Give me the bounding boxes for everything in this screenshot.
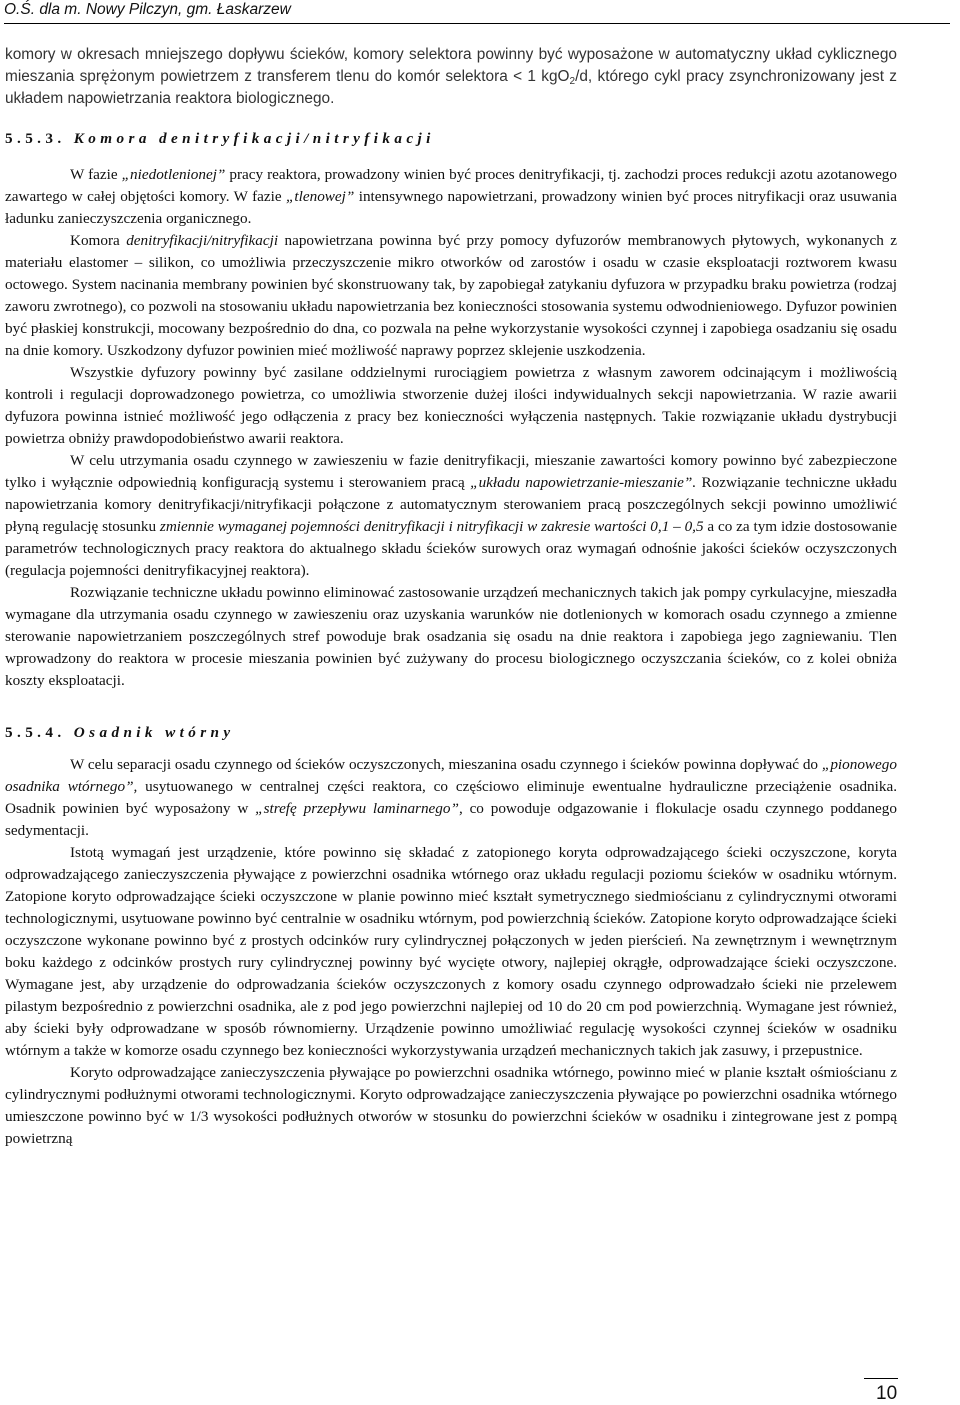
text: Rozwiązanie techniczne układu napowietrzania komory denitryfikacji/nitryfikacji połączone z automatycznym sterowaniem pracą poszczególnych sekcji powinno umożliwić płyną regulację stosunku	[5, 474, 897, 535]
emphasis: „pionowego osadnika wtórnego”,	[5, 756, 897, 795]
section-title: Osadnik wtórny	[73, 724, 235, 741]
paragraph: Rozwiązanie techniczne układu powinno eliminować zastosowanie urządzeń mechanicznych takich jak pompy cyrkulacyjne, mieszadła wymagane dla utrzymania osadu czynnego w zawieszeniu oraz uzyskania warunków nie dotlenionych w komorach osadu czynnego a zmienne sterowanie napowietrzaniem poszczególnych stref powoduje brak osadzania się osadu na dnie reaktora i zapobiega jego zagniewaniu. Tlen wprowadzony do reaktora w procesie mieszania powinien być zużywany do procesu biologicznego oczyszczania ścieków, co z kolei obniża koszty eksploatacji.	[5, 584, 897, 689]
intro-subscript: 2	[569, 76, 576, 87]
emphasis: „niedotlenionej”	[121, 166, 226, 183]
text: W fazie	[70, 166, 122, 183]
emphasis: „strefę przepływu laminarnego”	[255, 800, 459, 817]
footer-divider	[864, 1378, 898, 1379]
running-header: O.Ś. dla m. Nowy Pilczyn, gm. Łaskarzew	[4, 1, 291, 18]
section-heading-554	[5, 722, 897, 744]
paragraph	[5, 754, 897, 842]
text: pracy reaktora, prowadzony winien być proces denitryfikacji, tj. zachodzi proces redukcji azotu azotanowego zawartego w całej objętości komory. W fazie	[5, 166, 897, 205]
text: , co powoduje odgazowanie i flokulacje osadu czynnego poddanego sedymentacji.	[5, 800, 897, 839]
intro-text-2: /d, którego cykl pracy zsynchronizowany jest z układem napowietrzania reaktora biologicznego.	[5, 68, 898, 107]
paragraph: Istotą wymagań jest urządzenie, które powinno się składać z zatopionego koryta odprowadzającego ścieki oczyszczone, koryta odprowadzającego zanieczyszczenia pływające z powierzchni osadnika wtórnego oraz układu regulacji poziomu ścieków w osadniku wtórnym. Zatopione koryto odprowadzające ścieki oczyszczone w planie powinno mieć kształt symetrycznego siedmiościanu z cylindrycznymi otworami technologicznymi, usytuowane powinno być centralnie w osadniku wtórnym, pod powierzchnią ścieków. Zatopione koryto odprowadzające ścieki oczyszczone wykonane powinno być z prostych odcinków rury cylindrycznej połączonych w jeden pierścień. Na zewnętrznym i wewnętrznym boku każdego z odcinków prostych rury cylindrycznej powinny być wycięte otwory, najlepiej okrągłe, odprowadzające ścieki oczyszczone. Wymagane jest, aby urządzenie do odprowadzania ścieków oczyszczonych z komory osadu czynnego odprowadzało ścieki nie przelewem pilastym bezpośrednio z powierzchni osadnika, ale z pod jego powierzchni najlepiej od 10 do 20 cm pod powierzchnią. Wymagane jest również, aby ścieki były odprowadzane w sposób równomierny. Urządzenie powinno umożliwiać regulację wysokości czynnej ścieków w osadniku wtórnym a także w komorze osadu czynnego bez konieczności wykorzystywania urządzeń mechanicznych takich jak zasuwy, i przepustnice.	[5, 844, 897, 1059]
header-divider	[4, 23, 950, 24]
section-number: 5.5.4.	[5, 724, 66, 741]
text: napowietrzana powinna być przy pomocy dyfuzorów membranowych płytowych, wykonanych z materiału elastomer – silikon, co umożliwia przeczyszczenie mikro otworków od zarostów i osadu w czasie eksploatacji roztworem kwasu octowego. System nacinania membrany powinien być skonstruowany tak, by zapobiegał zatykaniu dyfuzora w przypadku braku powietrza (rodzaj zaworu zwrotnego), co pozwoli na stosowaniu układu napowietrzania bez konieczności stosowania systemu odwodnieniowego. Dyfuzor powinien być płaskiej konstrukcji, mocowany bezpośrednio do dna, co pozwala na pełne wykorzystanie wysokości czynnej i zapobiega osadzaniu się osadu na dnie komory. Uszkodzony dyfuzor powinien mieć możliwość naprawy poprzez sklejenie uszkodzenia.	[5, 232, 897, 359]
text: Komora	[70, 232, 127, 249]
paragraph: Wszystkie dyfuzory powinny być zasilane oddzielnymi rurociągiem powietrza z własnym zaworem odcinającym i możliwością kontroli i regulacji doprowadzonego powietrza, co umożliwia stworzenie dużej ilości indywidualnych sekcji napowietrzania. W razie awarii dyfuzora powinna istnieć możliwość jego odłączenia z pracy bez konieczności wyłączenia następnych. Takie rozwiązanie układu dystrybucji powietrza obniży prawdopodobieństwo awarii reaktora.	[5, 364, 897, 447]
section-title: Komora denitryfikacji/nitryfikacji	[73, 130, 435, 147]
text: intensywnego napowietrzani, prowadzony winien być proces nitryfikacji oraz usuwania ładunku zanieczyszczenia organicznego.	[5, 188, 898, 227]
paragraph	[5, 230, 897, 362]
emphasis: „tlenowej”	[285, 188, 355, 205]
text: W celu separacji osadu czynnego od ścieków oczyszczonych, mieszanina osadu czynnego i ścieków powinna dopływać do	[70, 756, 822, 773]
text: a co za tym idzie dostosowanie parametrów technologicznych pracy reaktora do aktualnego składu ścieków surowych oraz wymagań odnośnie jakości ścieków oczyszczonych (regulacja pojemności denitryfikacyjnej reaktora).	[5, 518, 897, 579]
intro-text-1: komory w okresach mniejszego dopływu ścieków, komory selektora powinny być wyposażone w automatyczny układ cyklicznego mieszania sprężonym powietrzem z transferem tlenu do komór selektora < 1 kgO	[5, 46, 897, 85]
section-heading-553	[5, 128, 897, 150]
emphasis: „układu napowietrzanie-mieszanie”.	[470, 474, 697, 491]
page-number: 10	[876, 1383, 898, 1404]
section-number: 5.5.3.	[5, 130, 66, 147]
paragraph	[5, 164, 897, 230]
emphasis: denitryfikacji/nitryfikacji	[126, 232, 279, 249]
emphasis: zmiennie wymaganej pojemności denitryfikacji i nitryfikacji w zakresie wartości 0,1 – 0,5	[159, 518, 704, 535]
text: usytuowanego w centralnej części reaktora, co częściowo eliminuje ewentualne hydrauliczne przeciążenie osadnika. Osadnik powinien być wyposażony w	[5, 778, 897, 817]
paragraph: Koryto odprowadzające zanieczyszczenia pływające po powierzchni osadnika wtórnego, powinno mieć w planie kształt ośmiościanu z cylindrycznymi podłużnymi otworami technologicznymi. Koryto odprowadzające zanieczyszczenia pływające po powierzchni osadnika wtórnego umieszczone powinno być w 1/3 wysokości podłużnych otworów w stosunku do powierzchni ścieków w osadniku i zintegrowane jest z pompą powietrzną	[5, 1064, 897, 1147]
text: W celu utrzymania osadu czynnego w zawieszeniu w fazie denitryfikacji, mieszanie zawartości komory powinno być zabezpieczone tylko i wyłącznie odpowiednią konfiguracją systemu i sterowaniem pracą	[5, 452, 897, 491]
document-body	[5, 44, 897, 1150]
intro-paragraph	[5, 44, 897, 110]
paragraph	[5, 450, 897, 582]
